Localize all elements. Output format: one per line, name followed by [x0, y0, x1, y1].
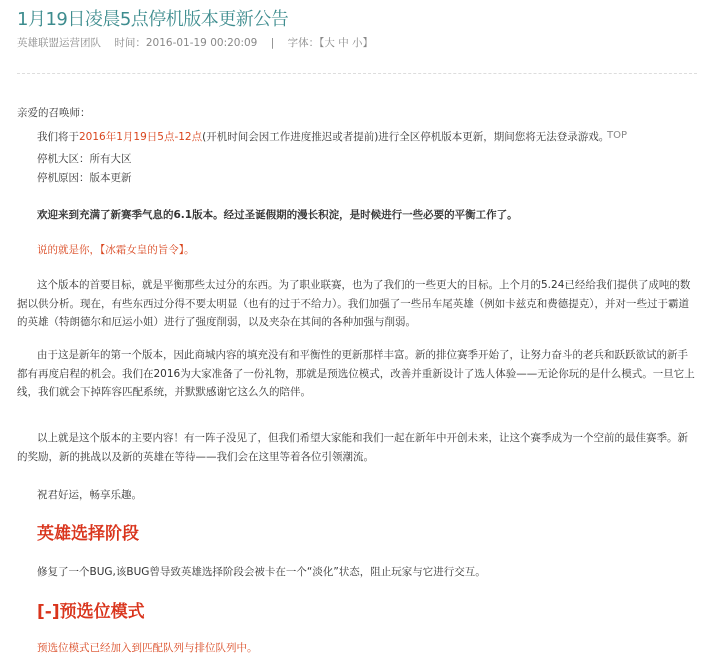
paragraph-newyear: 由于这是新年的第一个版本，因此商城内容的填充没有和平衡性的更新那样丰富。新的排位赛季开始了，让努力奋斗的老兵和跃跃欲试的新手都有再度启程的机会。我们在2016为大家准备了一份礼物，那就是预选位模式，改善并重新设计了选人体验——无论你玩的是什么模式。一旦它上线，我们就会下掉阵容匹配系统，并默默感谢它这么久的陪伴。 — [17, 349, 695, 398]
font-label: 字体： — [287, 37, 320, 49]
time-label: 时间： — [114, 37, 146, 49]
paragraph-summary: 以上就是这个版本的主要内容！有一阵子没见了，但我们希望大家能和我们一起在新年中开创未来，让这个赛季成为一个空前的最佳赛季。新的奖励，新的挑战以及新的英雄在等待——我们会在这里等着各位引领潮流。 — [17, 432, 688, 463]
reason-line: 停机原因：版本更新 — [37, 172, 132, 184]
maintenance-notice — [17, 128, 697, 147]
greeting: 亲爱的召唤师： — [17, 107, 91, 119]
page-title: 1月19日凌晨5点停机版本更新公告 — [17, 9, 289, 30]
paragraph-goal: 这个版本的首要目标，就是平衡那些太过分的东西。为了职业联赛，也为了我们的一些更大的目标。上个月的5.24已经给我们提供了成吨的数据以供分析。现在，有些东西过分得不要太明显（也有的过于不给力）。我们加强了一些吊车尾英雄（例如卡兹克和费德提克），并对一些过于霸道的英雄（特朗德尔和厄运小姐）进行了强度削弱，以及夹杂在其间的各种加强与削弱。 — [17, 279, 691, 328]
divider — [17, 73, 697, 74]
font-size-switcher[interactable]: 【大 中 小】 — [319, 37, 374, 49]
meta-separator: | — [270, 37, 275, 49]
heading-champ-select: 英雄选择阶段 — [37, 524, 139, 544]
red-line: 说的就是你，【冰霜女皇的旨令】。 — [37, 244, 195, 256]
back-to-top-link[interactable]: TOP — [607, 130, 628, 141]
servers-line: 停机大区：所有大区 — [37, 153, 132, 165]
maintenance-time: 2016年1月19日5点-12点 — [79, 131, 203, 143]
champ-select-fix: 修复了一个BUG,该BUG曾导致英雄选择阶段会被卡在一个“淡化”状态，阻止玩家与它进行交互。 — [37, 566, 486, 578]
article-meta — [17, 35, 383, 50]
text: (开机时间会因工作进度推迟或者提前)进行全区停机版本更新，期间您将无法登录游戏。 — [202, 131, 610, 143]
intro-bold: 欢迎来到充满了新赛季气息的6.1版本。经过圣诞假期的漫长积淀，是时候进行一些必要的平衡工作了。 — [37, 209, 518, 221]
heading-draft[interactable]: [-]预选位模式 — [37, 602, 145, 622]
text: 我们将于 — [37, 131, 79, 143]
author: 英雄联盟运营团队 — [17, 37, 101, 49]
draft-note: 预选位模式已经加入到匹配队列与排位队列中。 — [37, 642, 258, 654]
wish: 祝君好运，畅享乐趣。 — [37, 489, 142, 501]
publish-time: 2016-01-19 00:20:09 — [145, 37, 258, 49]
